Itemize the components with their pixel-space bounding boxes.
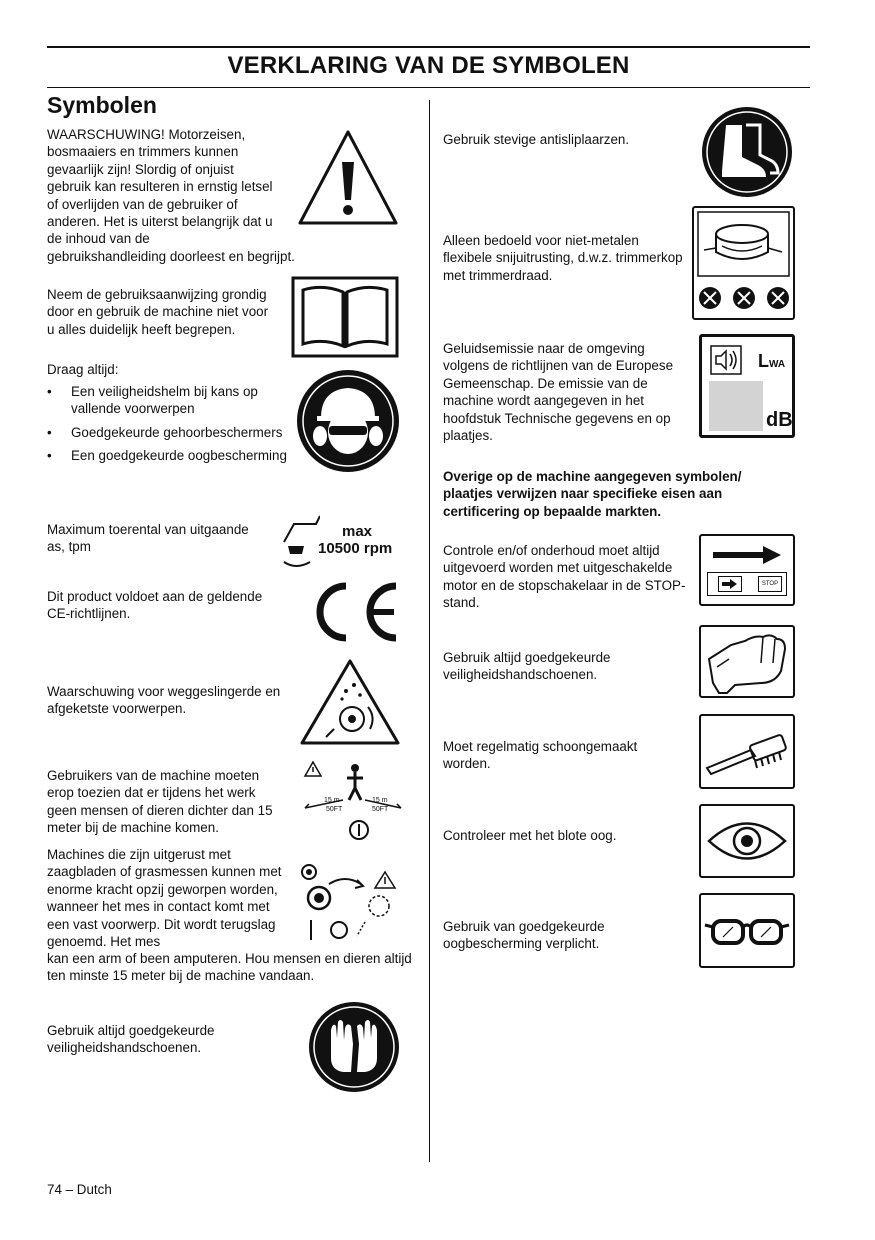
trimmer-text: Alleen bedoeld voor niet-metalen flexibele snijuitrusting, d.w.z. trimmerkop met trimmerdraad. xyxy=(443,233,683,283)
kickback-text-tail: kan een arm of been amputeren. Hou mensen en dieren altijd ten minste 15 meter bij de machine vandaan. xyxy=(47,951,412,984)
rpm-label: 10500 rpm xyxy=(318,540,393,557)
distance-m-left: 15 m xyxy=(324,797,340,804)
header-top-rule xyxy=(47,46,810,48)
ce-text: Dit product voldoet aan de geldende CE-richtlijnen. xyxy=(47,589,263,622)
page-title: VERKLARING VAN DE SYMBOLEN xyxy=(227,52,630,79)
value-placeholder-box xyxy=(709,381,763,431)
open-book-icon xyxy=(291,276,399,358)
distance-ft-right: 50FT xyxy=(372,806,389,813)
switch-arrow-icon xyxy=(718,576,742,592)
ppe-list xyxy=(47,383,287,471)
other-symbols-text: Overige op de machine aangegeven symbolen/ plaatjes verwijzen naar specifieke eisen aan certificering op bepaalde markten. xyxy=(443,469,742,519)
lwa-label: LWA xyxy=(758,351,786,371)
ce-mark-icon xyxy=(306,578,402,646)
safety-glasses-icon xyxy=(701,895,793,966)
switch-panel xyxy=(707,572,787,596)
page-footer: 74 – Dutch xyxy=(47,1182,112,1197)
db-label: dB xyxy=(766,409,793,431)
column-divider xyxy=(429,100,430,1162)
safety-distance-text: Gebruikers van de machine moeten erop toezien dat er tijdens het werk geen mensen of dieren dichter dan 15 meter bij de machine komen. xyxy=(47,768,273,836)
distance-ft-left: 50FT xyxy=(326,806,343,813)
output-shaft-icon xyxy=(280,512,320,570)
arrow-right-icon xyxy=(713,544,783,566)
brush-icon xyxy=(701,716,793,787)
kickback-text: Machines die zijn uitgerust met zaagbladen of grasmessen kunnen met enorme kracht opzij geworpen worden, wanneer het mes in contact komt met een vast voorwerp. Dit wordt terugslag genoemd. Het mes xyxy=(47,847,282,950)
helmet-ear-eye-protection-icon xyxy=(295,368,401,474)
wear-always-text: Draag altijd: xyxy=(47,362,119,377)
stop-switch-symbol xyxy=(699,534,795,606)
blade-kickback-icon xyxy=(299,862,403,946)
noise-emission-text: Geluidsemissie naar de omgeving volgens de richtlijnen van de Europese Gemeenschap. De emissie van de machine wordt aangegeven in het hoofdstuk Technische gegevens en op plaatjes. xyxy=(443,341,674,444)
boots-text: Gebruik stevige antisliplaarzen. xyxy=(443,132,630,147)
max-label: max xyxy=(342,523,373,540)
section-heading: Symbolen xyxy=(47,92,157,118)
max-speed-text: Maximum toerental van uitgaande as, tpm xyxy=(47,522,249,555)
brush-symbol xyxy=(699,714,795,789)
distance-m-right: 15 m xyxy=(372,797,388,804)
safety-boots-icon xyxy=(700,105,794,199)
glove-icon xyxy=(701,627,793,696)
thrown-objects-text: Waarschuwing voor weggeslingerde en afgeketste voorwerpen. xyxy=(47,684,281,717)
gloves-text: Gebruik altijd goedgekeurde veiligheidshandschoenen. xyxy=(47,1023,215,1056)
list-item: • Goedgekeurde gehoorbeschermers xyxy=(47,424,283,440)
gloves-icon xyxy=(307,1000,401,1094)
header-bottom-rule xyxy=(47,87,810,88)
glove-symbol xyxy=(699,625,795,698)
safety-distance-icon xyxy=(303,760,403,842)
clean-text: Moet regelmatig schoongemaakt worden. xyxy=(443,739,638,772)
safety-glasses-symbol xyxy=(699,893,795,968)
thrown-objects-warning-icon xyxy=(298,657,402,747)
glasses-text: Gebruik van goedgekeurde oogbescherming verplicht. xyxy=(443,919,605,952)
trimmer-head-symbol xyxy=(692,206,795,320)
warning-text: WAARSCHUWING! Motorzeisen, bosmaaiers en trimmers kunnen gevaarlijk zijn! Slordig of onjuist gebruik kan resulteren in ernstig letsel of overlijden van de gebruiker of anderen. Het is uiterst belangrijk dat u de inhoud van de xyxy=(47,127,273,247)
stop-label: STOP xyxy=(758,576,782,592)
list-item: • Een goedgekeurde oogbescherming xyxy=(47,448,287,464)
eye-symbol xyxy=(699,804,795,878)
visual-check-text: Controleer met het blote oog. xyxy=(443,828,617,843)
list-item: • Een veiligheidshelm bij kans op vallende voorwerpen xyxy=(47,384,258,417)
trimmer-head-icon xyxy=(694,208,793,318)
noise-lwa-symbol xyxy=(699,334,795,438)
eye-icon xyxy=(701,806,793,876)
gloves2-text: Gebruik altijd goedgekeurde veiligheidshandschoenen. xyxy=(443,650,611,683)
warning-text-tail: gebruikshandleiding doorleest en begrijpt. xyxy=(47,249,295,264)
manual-text: Neem de gebruiksaanwijzing grondig door en gebruik de machine niet voor u alles duidelijk heeft begrepen. xyxy=(47,287,269,337)
stop-check-text: Controle en/of onderhoud moet altijd uitgevoerd worden met uitgeschakelde motor en de stopschakelaar in de STOP-stand. xyxy=(443,543,686,611)
warning-triangle-icon xyxy=(296,128,400,228)
speaker-icon xyxy=(710,345,742,375)
